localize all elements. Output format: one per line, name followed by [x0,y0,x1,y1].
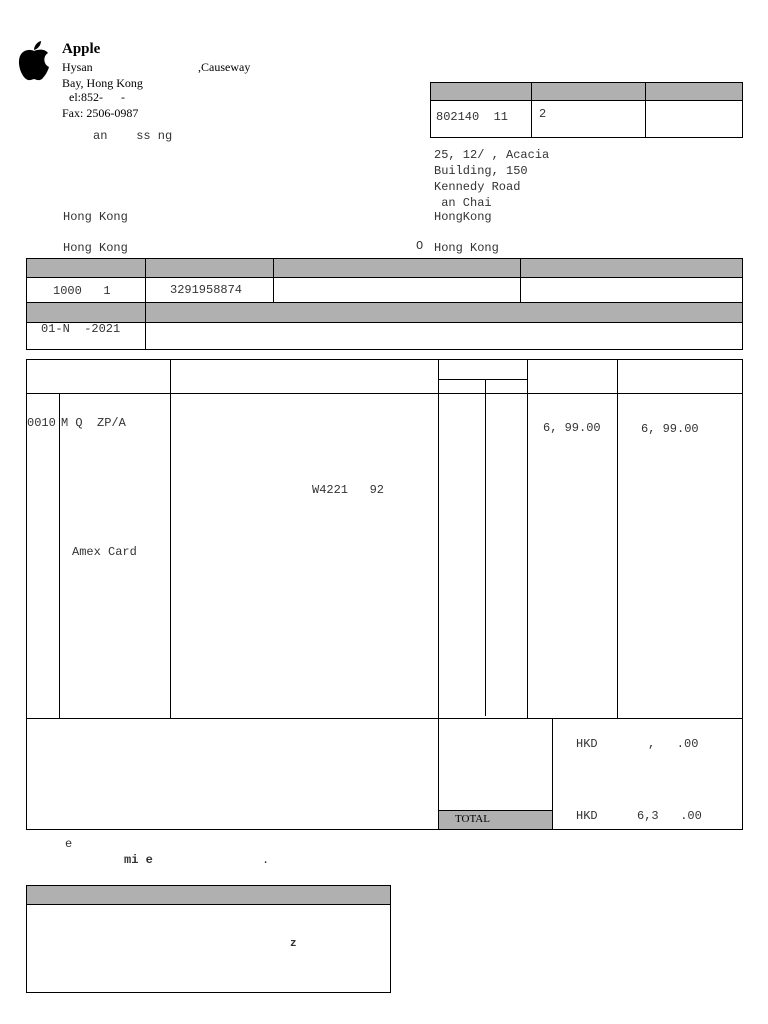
company-phone: el:852- - [69,90,125,104]
ship-line-6: Hong Kong [434,241,499,255]
ship-line-1: 25, 12/ , Acacia [434,148,550,162]
ship-country-prefix: O [416,239,424,253]
customer-name: an ss ng [93,129,173,143]
item-part: M Q ZP/A [61,416,126,430]
invoice-ref-header [431,83,742,100]
apple-logo-icon [17,40,51,82]
item-line-no: 0010 [27,416,56,430]
company-address-1a: Hysan [62,60,93,74]
customer-city-1: Hong Kong [63,210,128,224]
company-fax: Fax: 2506-0987 [62,106,139,120]
line-items-table [26,359,743,830]
footer-note-1: e [65,837,73,851]
order-date: 01-N -2021 [41,322,121,336]
item-unit-price: 6, 99.00 [543,421,601,435]
invoice-number: 802140 11 [436,110,509,124]
total-value: 6,3 .00 [637,809,702,823]
item-serial: W4221 92 [312,483,385,497]
company-address-2: Bay, Hong Kong [62,76,143,90]
subtotal-value: , .00 [648,737,699,751]
item-payment: Amex Card [72,545,137,559]
footer-note-2-end: . [262,853,270,867]
item-amount: 6, 99.00 [641,422,699,436]
total-currency: HKD [576,809,598,823]
footer-note-2: mi e [124,853,153,867]
company-name: Apple [62,41,101,57]
ship-line-2: Building, 150 [434,164,528,178]
order-number: 3291958874 [170,283,243,297]
total-label: TOTAL [455,813,490,825]
customer-city-2: Hong Kong [63,241,128,255]
company-address-1b: ,Causeway [198,60,251,74]
ship-line-3: Kennedy Road [434,180,521,194]
ship-line-5: HongKong [434,210,492,224]
subtotal-currency: HKD [576,737,598,751]
remarks-header [27,886,390,904]
ship-line-4: an Chai [434,196,492,210]
order-account: 1000 1 [53,284,111,298]
invoice-count: 2 [539,107,547,121]
remarks-mark: z [290,938,297,950]
